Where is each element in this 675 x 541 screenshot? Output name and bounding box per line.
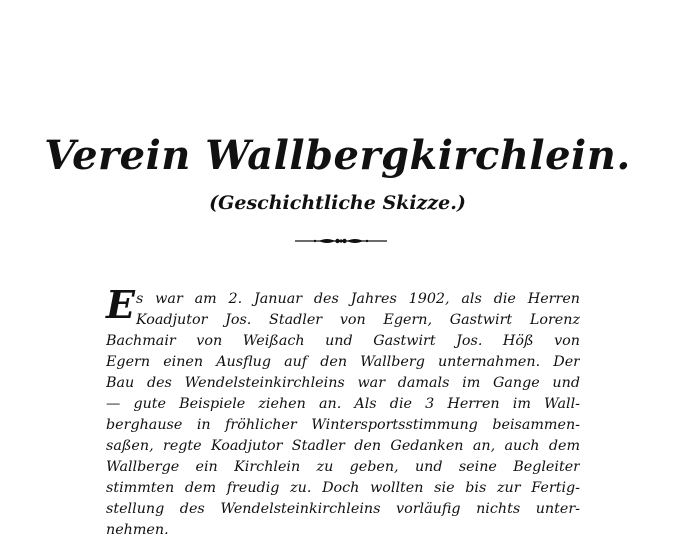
article-body — [106, 289, 580, 541]
body-line: Koadjutor Jos. Stadler von Egern, Gastwirt Lorenz — [136, 312, 580, 328]
body-line: Egern einen Ausflug auf den Wallberg unternahmen. Der — [106, 354, 580, 370]
body-line: Bachmair von Weißach und Gastwirt Jos. Höß von — [106, 333, 580, 349]
body-line: — gute Beispiele ziehen an. Als die 3 Herren im Wall- — [106, 396, 580, 412]
ornamental-divider-icon — [293, 236, 389, 246]
article-title: Verein Wallbergkirchlein. — [44, 132, 631, 179]
body-line: s war am 2. Januar des Jahres 1902, als die Herren — [136, 291, 580, 307]
body-line: berghause in fröhlicher Wintersportsstimmung beisammen- — [106, 417, 580, 433]
body-line: stellung des Wendelsteinkirchleins vorläufig nichts unter- — [106, 501, 580, 517]
body-line: nehmen. — [106, 522, 169, 538]
body-line: Wallberge ein Kirchlein zu geben, und seine Begleiter — [106, 459, 580, 475]
body-line: stimmten dem freudig zu. Doch wollten sie bis zur Fertig- — [106, 480, 580, 496]
body-line: saßen, regte Koadjutor Stadler den Gedanken an, auch dem — [106, 438, 580, 454]
article-subtitle: (Geschichtliche Skizze.) — [209, 192, 466, 214]
body-line: Bau des Wendelsteinkirchleins war damals im Gange und — [106, 375, 580, 391]
drop-cap: E — [106, 282, 135, 327]
